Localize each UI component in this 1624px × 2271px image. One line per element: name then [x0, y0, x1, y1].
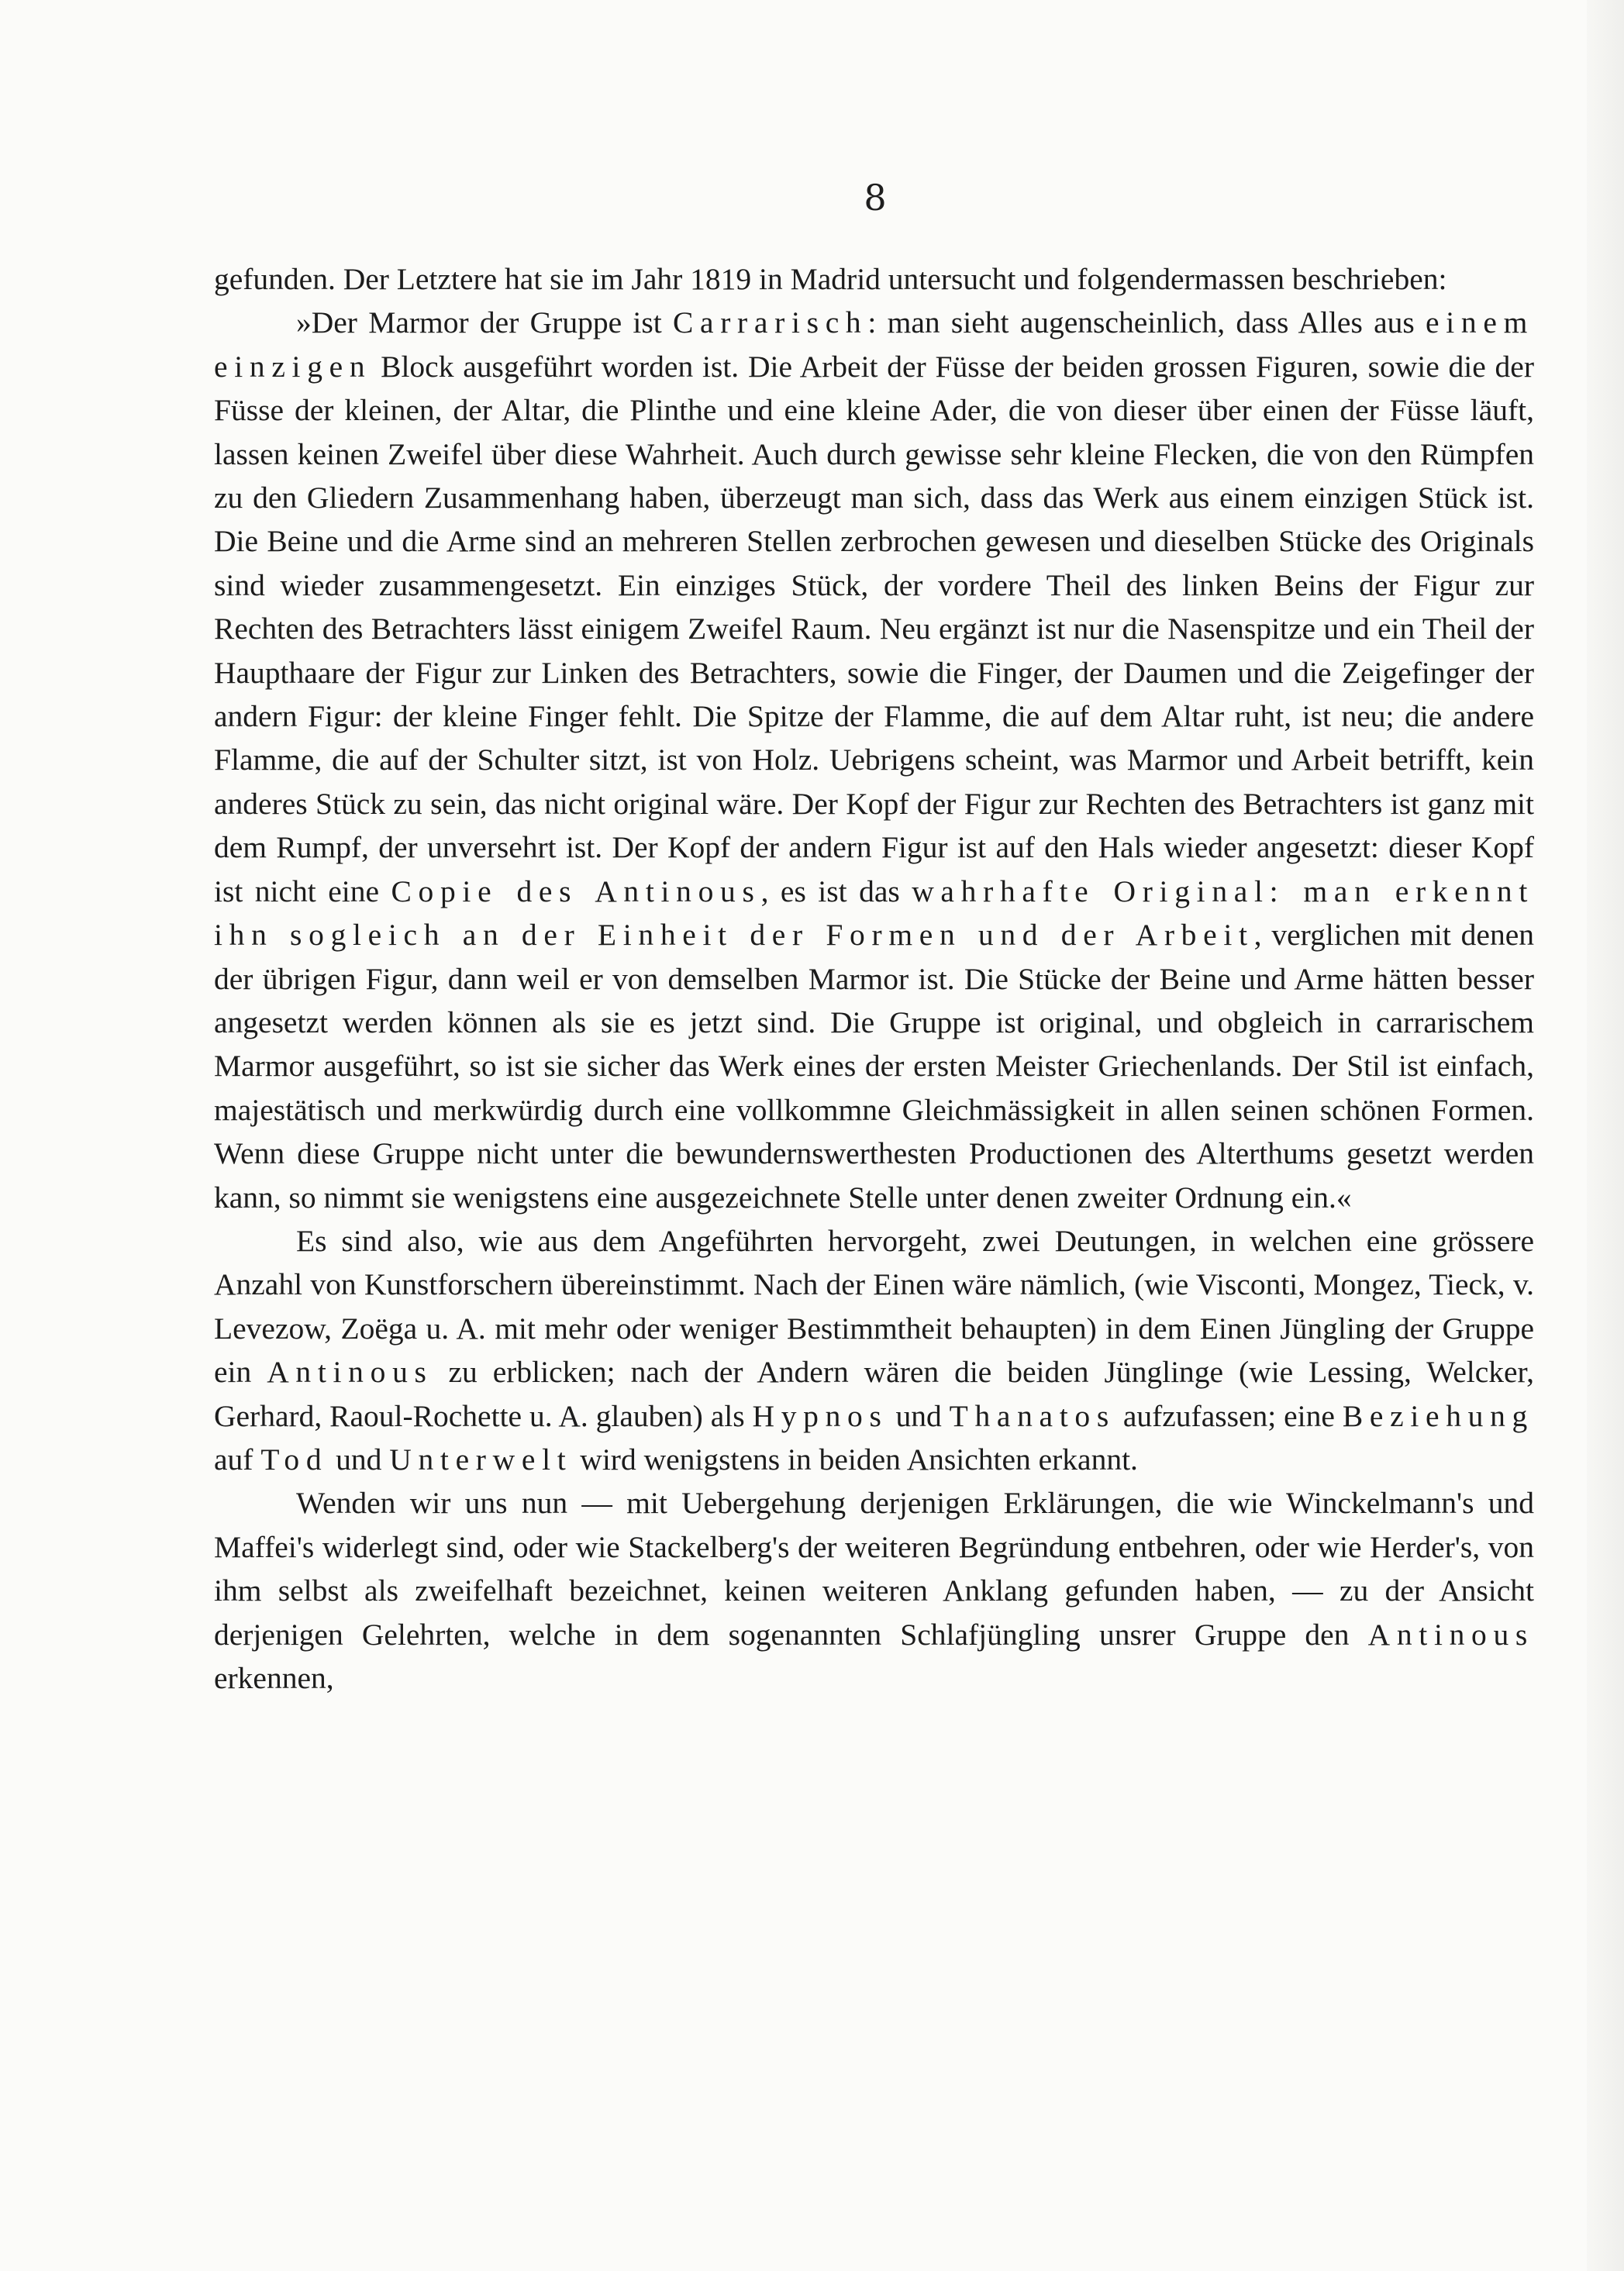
text-run: »Der Marmor der Gruppe ist [296, 305, 673, 340]
spaced-emphasis: Antinous [267, 1355, 433, 1390]
page-edge-shadow [1587, 0, 1624, 2271]
spaced-emphasis: Carrarisch [672, 305, 868, 340]
text-run: zu erblicken; nach der Andern wären die beiden Jünglinge (wie Lessing, Welcker, Gerhard, Raoul-Rochette u. A. glauben) als [214, 1355, 1534, 1433]
paragraph-1: gefunden. Der Letztere hat sie im Jahr 1819 in Madrid untersucht und folgendermassen beschrieben: [214, 262, 1447, 296]
spaced-emphasis: wahrhafte Original: man erkennt ihn sogleich an der Einheit der Formen und der Arbeit [214, 874, 1534, 953]
spaced-emphasis: einem einzigen [214, 305, 1534, 384]
page-number: 8 [864, 177, 887, 219]
text-run: Wenden wir uns nun — mit Uebergehung derjenigen Erklärungen, die wie Winckelmann's und Maffei's widerlegt sind, oder wie Stackelberg's der weiteren Begründung entbehren, oder wie Herder's, von ihm selbst als zweifelhaft bezeichnet, keinen weiteren Anklang gefunden haben, — zu der Ansicht derjenigen Gelehrten, welche in dem sogenannten Schlafjüngling unsrer Gruppe den [214, 1486, 1534, 1652]
paragraph-3 [214, 1219, 1534, 1481]
text-run: Es sind also, wie aus dem Angeführten hervorgeht, zwei Deutungen, in welchen eine grössere Anzahl von Kunstforschern übereinstimmt. Nach der Einen wäre nämlich, (wie Visconti, Mongez, Tieck, v. Levezow, Zoëga u. A. mit mehr oder weniger Bestimmtheit behaupten) in dem Einen Jüngling der Gruppe ein [214, 1223, 1534, 1390]
spaced-emphasis: Antinous [1367, 1617, 1534, 1652]
text-run: wird wenigstens in beiden Ansichten erkannt. [572, 1442, 1138, 1477]
text-run: und [888, 1398, 950, 1433]
paragraph-2-quote [214, 301, 1534, 1219]
paragraph-4 [214, 1481, 1534, 1700]
spaced-emphasis: Thanatos [949, 1398, 1115, 1433]
text-run: erkennen, [214, 1661, 334, 1695]
text-run: auf [214, 1442, 261, 1477]
body-text [214, 257, 1534, 1700]
spaced-emphasis: Unterwelt [389, 1442, 573, 1477]
text-run: aufzufassen; eine [1115, 1398, 1343, 1433]
spaced-emphasis: Beziehung [1342, 1398, 1534, 1433]
text-run: : man sieht augenscheinlich, dass Alles aus [867, 305, 1426, 340]
spaced-emphasis: Tod [260, 1442, 329, 1477]
text-run: und [328, 1442, 390, 1477]
text-run: , verglichen mit denen der übrigen Figur, dann weil er von demselben Marmor ist. Die Stücke der Beine und Arme hätten besser angesetzt werden können als sie es jetzt sind. Die Gruppe ist original, und obgleich in carrarischem Marmor ausgeführt, so ist sie sicher das Werk eines der ersten Meister Griechenlands. Der Stil ist einfach, majestätisch und merkwürdig durch eine vollkommne Gleichmässigkeit in allen seinen schönen Formen. Wenn diese Gruppe nicht unter die bewundernswerthesten Productionen des Alterthums gesetzt werden kann, so nimmt sie wenigstens eine ausgezeichnete Stelle unter denen zweiter Ordnung ein.« [214, 918, 1534, 1215]
text-run: Block ausgeführt worden ist. Die Arbeit der Füsse der beiden grossen Figuren, sowie die der Füsse der kleinen, der Altar, die Plinthe und eine kleine Ader, die von dieser über einen der Füsse läuft, lassen keinen Zweifel über diese Wahrheit. Auch durch gewisse sehr kleine Flecken, die von den Rümpfen zu den Gliedern Zusammenhang haben, überzeugt man sich, dass das Werk aus einem einzigen Stück ist. Die Beine und die Arme sind an mehreren Stellen zerbrochen gewesen und dieselben Stücke des Originals sind wieder zusammengesetzt. Ein einziges Stück, der vordere Theil des linken Beins der Figur zur Rechten des Betrachters lässt einigem Zweifel Raum. Neu ergänzt ist nur die Nasenspitze und ein Theil der Haupthaare der Figur zur Linken des Betrachters, sowie die Finger, der Daumen und die Zeigefinger der andern Figur: der kleine Finger fehlt. Die Spitze der Flamme, die auf dem Altar ruht, ist neu; die andere Flamme, die auf der Schulter sitzt, ist von Holz. Uebrigens scheint, was Marmor und Arbeit betrifft, kein anderes Stück zu sein, das nicht original wäre. Der Kopf der Figur zur Rechten des Betrachters ist ganz mit dem Rumpf, der unversehrt ist. Der Kopf der andern Figur ist auf den Hals wieder angesetzt: dieser Kopf ist nicht eine [214, 349, 1534, 908]
spaced-emphasis: Hypnos [752, 1398, 888, 1433]
text-run: , es ist das [760, 874, 912, 908]
spaced-emphasis: Copie des Antinous [391, 874, 761, 908]
